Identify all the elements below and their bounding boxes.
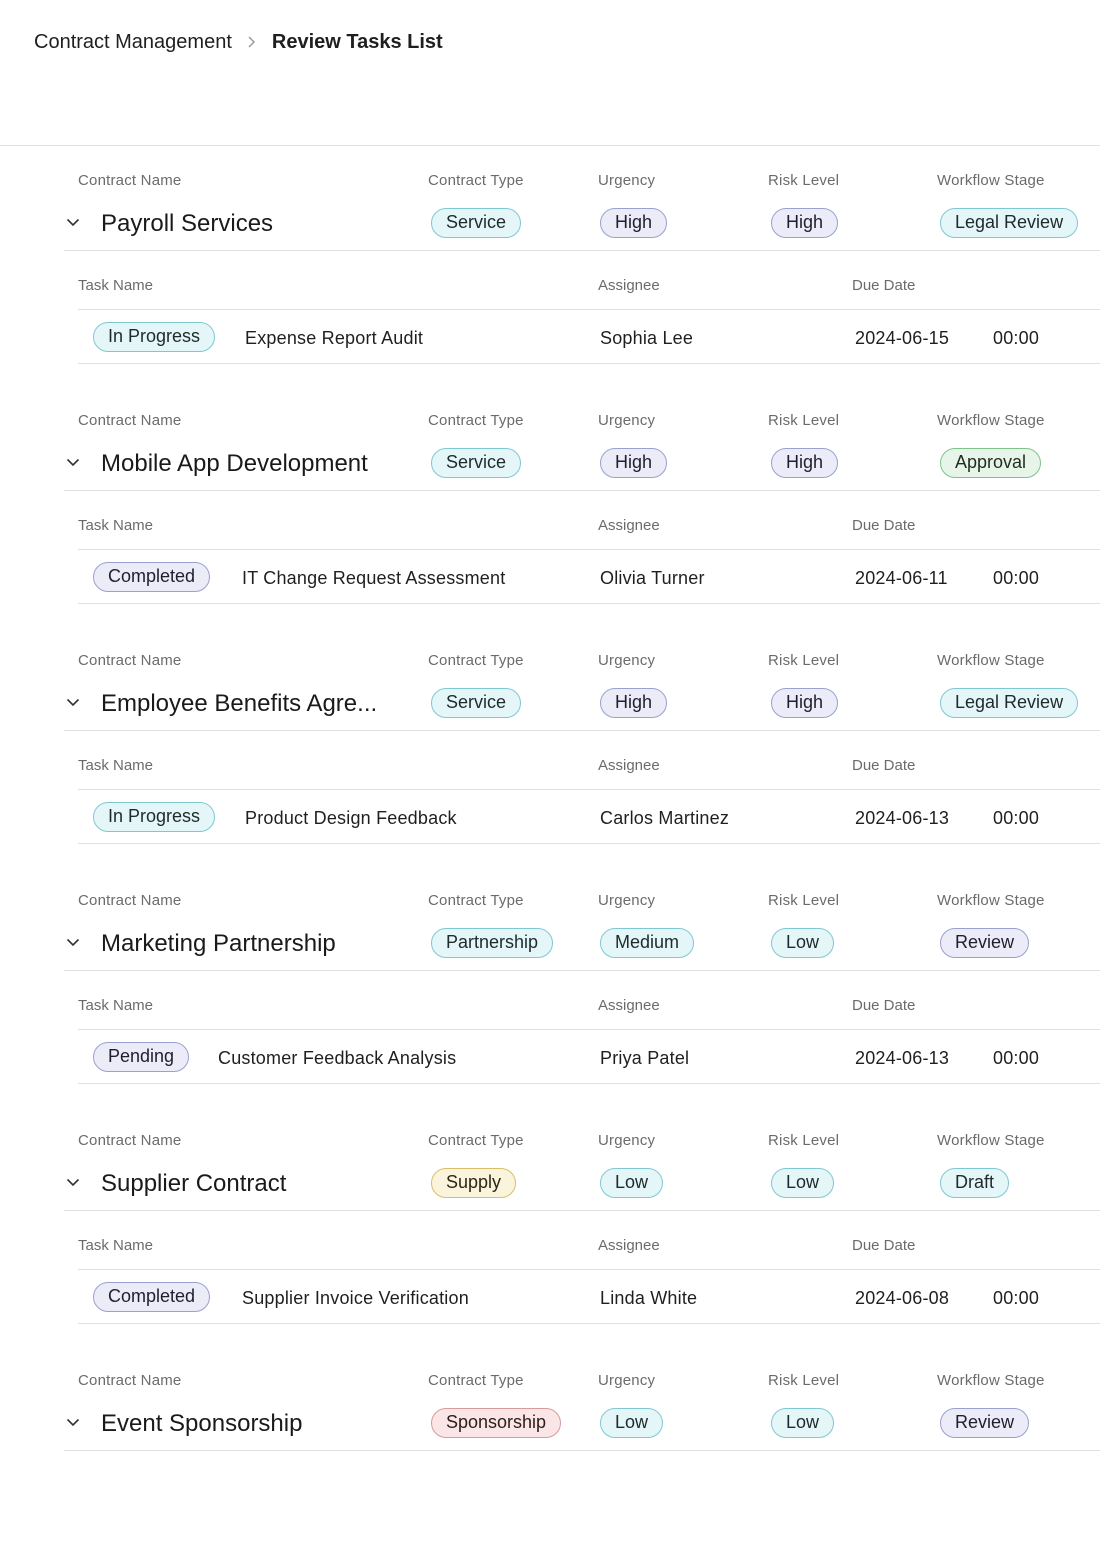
risk-level-badge: High: [771, 208, 838, 238]
col-risk-level: Risk Level: [768, 172, 840, 189]
task-column-headers: [0, 265, 1100, 305]
col-workflow-stage: Workflow Stage: [937, 412, 1045, 429]
contract-name: Supplier Contract: [101, 1170, 287, 1197]
chevron-down-icon[interactable]: [64, 933, 82, 951]
col-risk-level: Risk Level: [768, 1132, 840, 1149]
col-urgency: Urgency: [598, 1372, 656, 1389]
contract-row[interactable]: [64, 1400, 1100, 1451]
col-due-date: Due Date: [852, 757, 916, 774]
workflow-stage-badge: Approval: [940, 448, 1041, 478]
task-row[interactable]: [78, 550, 1100, 604]
task-due-time: 00:00: [993, 1288, 1040, 1308]
task-name: IT Change Request Assessment: [242, 568, 506, 588]
col-urgency: Urgency: [598, 652, 656, 669]
col-contract-type: Contract Type: [428, 652, 524, 669]
task-name: Product Design Feedback: [245, 808, 457, 828]
col-assignee: Assignee: [598, 757, 660, 774]
col-contract-name: Contract Name: [78, 1372, 182, 1389]
col-workflow-stage: Workflow Stage: [937, 1132, 1045, 1149]
contract-column-headers: [0, 1120, 1100, 1160]
col-task-name: Task Name: [78, 517, 154, 534]
col-task-name: Task Name: [78, 1237, 154, 1254]
task-assignee: Olivia Turner: [600, 568, 705, 588]
contract-type-badge: Service: [431, 448, 521, 478]
col-due-date: Due Date: [852, 517, 916, 534]
col-contract-name: Contract Name: [78, 892, 182, 909]
contract-type-badge: Service: [431, 688, 521, 718]
contract-group: [0, 1120, 1100, 1360]
workflow-stage-badge: Legal Review: [940, 208, 1078, 238]
chevron-down-icon[interactable]: [64, 693, 82, 711]
task-assignee: Priya Patel: [600, 1048, 690, 1068]
urgency-badge: High: [600, 208, 667, 238]
col-urgency: Urgency: [598, 172, 656, 189]
col-contract-type: Contract Type: [428, 1372, 524, 1389]
task-status-badge: In Progress: [93, 322, 215, 352]
col-urgency: Urgency: [598, 412, 656, 429]
contract-group: [0, 640, 1100, 880]
workflow-stage-badge: Review: [940, 1408, 1029, 1438]
col-contract-type: Contract Type: [428, 172, 524, 189]
workflow-stage-badge: Legal Review: [940, 688, 1078, 718]
col-assignee: Assignee: [598, 277, 660, 294]
col-task-name: Task Name: [78, 757, 154, 774]
task-due-time: 00:00: [993, 808, 1040, 828]
contract-list: [0, 160, 1100, 1556]
col-contract-name: Contract Name: [78, 412, 182, 429]
col-urgency: Urgency: [598, 892, 656, 909]
col-assignee: Assignee: [598, 1237, 660, 1254]
contract-name: Employee Benefits Agre...: [101, 690, 378, 717]
col-risk-level: Risk Level: [768, 892, 840, 909]
task-name: Expense Report Audit: [245, 328, 424, 348]
risk-level-badge: High: [771, 448, 838, 478]
task-row[interactable]: [78, 1030, 1100, 1084]
col-workflow-stage: Workflow Stage: [937, 1372, 1045, 1389]
task-assignee: Carlos Martinez: [600, 808, 730, 828]
task-due-time: 00:00: [993, 568, 1040, 588]
task-status-badge: Pending: [93, 1042, 189, 1072]
col-risk-level: Risk Level: [768, 1372, 840, 1389]
task-due-date: 2024-06-11: [855, 568, 948, 588]
contract-row[interactable]: [64, 200, 1100, 251]
risk-level-badge: Low: [771, 1408, 834, 1438]
contract-group: [0, 400, 1100, 640]
workflow-stage-badge: Review: [940, 928, 1029, 958]
contract-name: Mobile App Development: [101, 450, 368, 477]
breadcrumb-current-page: Review Tasks List: [271, 30, 443, 53]
contract-column-headers: [0, 880, 1100, 920]
urgency-badge: Low: [600, 1408, 663, 1438]
task-due-date: 2024-06-08: [855, 1288, 950, 1308]
task-row[interactable]: [78, 1270, 1100, 1324]
urgency-badge: High: [600, 688, 667, 718]
task-column-headers: [0, 1225, 1100, 1265]
col-task-name: Task Name: [78, 277, 154, 294]
task-assignee: Sophia Lee: [600, 328, 694, 348]
col-contract-type: Contract Type: [428, 1132, 524, 1149]
contract-type-badge: Sponsorship: [431, 1408, 561, 1438]
col-task-name: Task Name: [78, 997, 154, 1014]
col-due-date: Due Date: [852, 277, 916, 294]
col-assignee: Assignee: [598, 997, 660, 1014]
contract-row[interactable]: [64, 920, 1100, 971]
task-row[interactable]: [78, 310, 1100, 364]
contract-name: Event Sponsorship: [101, 1410, 303, 1437]
contract-column-headers: [0, 640, 1100, 680]
col-risk-level: Risk Level: [768, 652, 840, 669]
col-workflow-stage: Workflow Stage: [937, 892, 1045, 909]
task-due-time: 00:00: [993, 1048, 1040, 1068]
col-due-date: Due Date: [852, 1237, 916, 1254]
breadcrumb: [34, 28, 443, 56]
task-due-date: 2024-06-13: [855, 1048, 950, 1068]
task-column-headers: [0, 505, 1100, 545]
workflow-stage-badge: Draft: [940, 1168, 1009, 1198]
task-name: Customer Feedback Analysis: [218, 1048, 457, 1068]
col-contract-type: Contract Type: [428, 892, 524, 909]
breadcrumb-contract-management[interactable]: Contract Management: [34, 30, 232, 53]
task-assignee: Linda White: [600, 1288, 698, 1308]
urgency-badge: Medium: [600, 928, 694, 958]
header-divider: [0, 145, 1100, 146]
contract-name: Payroll Services: [101, 210, 274, 237]
col-contract-name: Contract Name: [78, 172, 182, 189]
col-contract-name: Contract Name: [78, 652, 182, 669]
task-status-badge: In Progress: [93, 802, 215, 832]
contract-type-badge: Service: [431, 208, 521, 238]
task-due-date: 2024-06-15: [855, 328, 950, 348]
contract-column-headers: [0, 160, 1100, 200]
col-urgency: Urgency: [598, 1132, 656, 1149]
task-status-badge: Completed: [93, 562, 210, 592]
contract-row[interactable]: [64, 440, 1100, 491]
contract-row[interactable]: [64, 1160, 1100, 1211]
risk-level-badge: Low: [771, 928, 834, 958]
task-status-badge: Completed: [93, 1282, 210, 1312]
col-due-date: Due Date: [852, 997, 916, 1014]
task-row[interactable]: [78, 790, 1100, 844]
task-due-time: 00:00: [993, 328, 1040, 348]
contract-group: [0, 160, 1100, 400]
task-column-headers: [0, 985, 1100, 1025]
contract-group: [0, 880, 1100, 1120]
task-name: Supplier Invoice Verification: [242, 1288, 469, 1308]
chevron-down-icon[interactable]: [64, 1173, 82, 1191]
col-risk-level: Risk Level: [768, 412, 840, 429]
contract-column-headers: [0, 400, 1100, 440]
col-assignee: Assignee: [598, 517, 660, 534]
risk-level-badge: Low: [771, 1168, 834, 1198]
chevron-down-icon[interactable]: [64, 1413, 82, 1431]
urgency-badge: High: [600, 448, 667, 478]
chevron-down-icon[interactable]: [64, 453, 82, 471]
contract-name: Marketing Partnership: [101, 930, 336, 957]
contract-type-badge: Partnership: [431, 928, 553, 958]
risk-level-badge: High: [771, 688, 838, 718]
chevron-down-icon[interactable]: [64, 213, 82, 231]
col-contract-name: Contract Name: [78, 1132, 182, 1149]
task-due-date: 2024-06-13: [855, 808, 950, 828]
contract-type-badge: Supply: [431, 1168, 516, 1198]
chevron-right-icon: [246, 35, 256, 49]
contract-row[interactable]: [64, 680, 1100, 731]
urgency-badge: Low: [600, 1168, 663, 1198]
col-workflow-stage: Workflow Stage: [937, 172, 1045, 189]
col-workflow-stage: Workflow Stage: [937, 652, 1045, 669]
contract-group: [0, 1360, 1100, 1556]
contract-column-headers: [0, 1360, 1100, 1400]
task-column-headers: [0, 745, 1100, 785]
col-contract-type: Contract Type: [428, 412, 524, 429]
